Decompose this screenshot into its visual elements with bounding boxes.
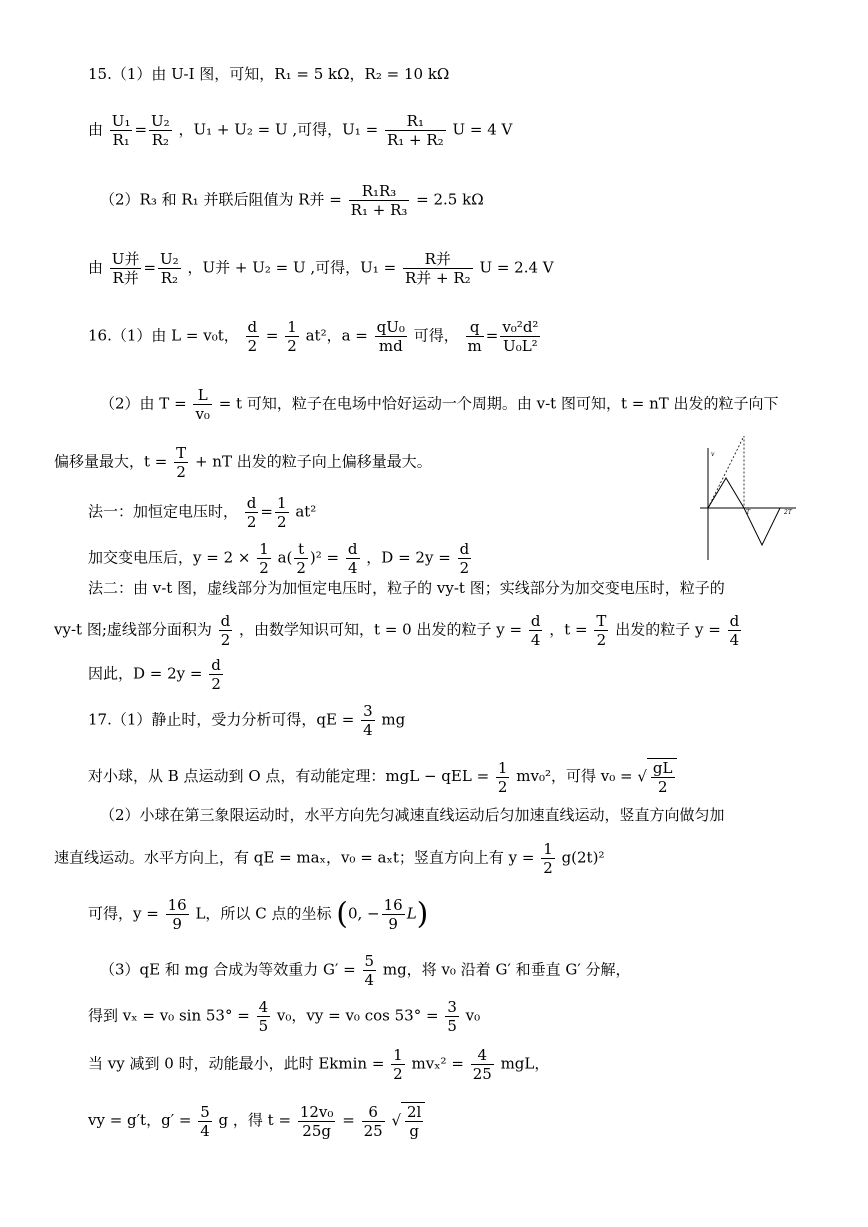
fraction: $\frac{d}{2}$	[247, 318, 258, 355]
fraction: $\frac{1}{2}$	[543, 840, 553, 877]
s17-line-1: 17.（1）静止时，受力分析可得，qE = $\frac{3}{4}$ mg	[88, 702, 406, 739]
fraction: $\frac{\text{12v₀}}{25g}$	[299, 1102, 334, 1140]
fraction: $\frac{16}{9}$	[167, 896, 187, 933]
fraction: $\frac{3}{4}$	[363, 702, 373, 739]
fraction: $\frac{d}{4}$	[347, 540, 358, 577]
fraction: $\frac{6}{25}$	[363, 1102, 383, 1140]
fraction: $\frac{q}{m}$	[467, 318, 482, 355]
s15-line-4: 由 $\frac{\text{U并}}{\text{R并}}$ = $\frac{\text{U₂}}{\text{R₂}}$ ，U并 + U₂ = U ,可得，U₁ = $\frac{\text{R并}}{\text{R并 + R₂}}$ U = 2.4 V	[88, 250, 554, 287]
s16-line-3: 偏移量最大，t = $\frac{T}{2}$ + nT 出发的粒子向上偏移量最大。	[54, 444, 432, 481]
fraction: $\frac{t}{2}$	[296, 540, 306, 577]
fraction: $\frac{L}{\text{v₀}}$	[195, 386, 210, 423]
fraction: $\frac{d}{2}$	[246, 494, 257, 531]
fraction: $\frac{1}{2}$	[287, 318, 297, 355]
s17-line-9: vy = g′t，g′ = $\frac{5}{4}$ g ，得 t = $\frac{\text{12v₀}}{25g}$ = $\frac{6}{25}$ √ $\frac{2l}{g}$	[88, 1102, 425, 1140]
s16-line-4: 法一：加恒定电压时， $\frac{d}{2}$ = $\frac{1}{2}$ at²	[88, 494, 317, 531]
s17-line-3: （2）小球在第三象限运动时，水平方向先匀减速直线运动后匀加速直线运动，竖直方向做匀加	[100, 806, 725, 824]
s16-line-6: 法二：由 v-t 图，虚线部分为加恒定电压时，粒子的 vy-t 图；实线部分为加交变电压时，粒子的	[88, 579, 725, 597]
s16-line-1: 16.（1）由 L = v₀t， $\frac{d}{2}$ = $\frac{1}{2}$ at²，a = $\frac{\text{qU₀}}{md}$ 可得， $\frac{q}{m}$ = $\frac{\text{v₀²d²}}{\text{U₀L²}}$	[88, 318, 539, 355]
fraction: $\frac{d}{4}$	[530, 612, 541, 649]
s15-line-3: （2）R₃ 和 R₁ 并联后阻值为 R并 = $\frac{\text{R₁R₃}}{\text{R₁ + R₃}}$ = 2.5 kΩ	[100, 182, 484, 219]
fraction: $\frac{1}{2}$	[259, 540, 269, 577]
fraction: $\frac{5}{4}$	[200, 1102, 210, 1140]
fraction: $\frac{\text{U并}}{\text{R并}}$	[111, 250, 140, 287]
fraction: $\frac{d}{2}$	[220, 612, 231, 649]
s17-line-6: （3）qE 和 mg 合成为等效重力 G′ = $\frac{5}{4}$ mg，将 v₀ 沿着 G′ 和垂直 G′ 分解，	[100, 952, 631, 989]
fraction: $\frac{T}{2}$	[176, 444, 187, 481]
dashed-line	[708, 436, 744, 508]
s15-line-1: 15.（1）由 U-I 图，可知，R₁ = 5 kΩ，R₂ = 10 kΩ	[88, 65, 450, 83]
s16-line-7: vy-t 图;虚线部分面积为 $\frac{d}{2}$ ，由数学知识可知，t = 0 出发的粒子 y = $\frac{d}{4}$ ，t = $\frac{T}{2}$ 出发的粒子 y = $\frac{d}{4}$	[54, 612, 740, 649]
fraction: $\frac{\text{R并}}{\text{R并 + R₂}}$	[404, 250, 471, 287]
fraction: $\frac{d}{2}$	[211, 656, 221, 693]
fraction: $\frac{d}{2}$	[459, 540, 470, 577]
s17-line-2: 对小球，从 B 点运动到 O 点，有动能定理：mgL − qEL = $\frac{1}{2}$ mv₀²，可得 v₀ = √ $\frac{gL}{2}$	[88, 758, 677, 796]
s17-line-4: 速直线运动。水平方向上，有 qE = maₓ，v₀ = aₓt；竖直方向上有 y = $\frac{1}{2}$ g(2t)²	[54, 840, 605, 877]
s16-line-5: 加交变电压后，y = 2 × $\frac{1}{2}$ a( $\frac{t}{2}$ )² = $\frac{d}{4}$ ，D = 2y = $\frac{d}{2}$	[88, 540, 470, 577]
s16-line-8: 因此，D = 2y = $\frac{d}{2}$	[88, 656, 221, 693]
fraction: $\frac{5}{4}$	[364, 952, 375, 989]
s16-line-2: （2）由 T = $\frac{L}{\text{v₀}}$ = t 可知，粒子在电场中恰好运动一个周期。由 v-t 图可知，t = nT 出发的粒子向下	[100, 386, 779, 423]
fraction: $\frac{T}{2}$	[596, 612, 607, 649]
fraction: $\frac{d}{4}$	[729, 612, 740, 649]
s15-line-2: 由 $\frac{\text{U₁}}{\text{R₁}}$ = $\frac{\text{U₂}}{\text{R₂}}$ ，U₁ + U₂ = U ,可得，U₁ = $\frac{\text{R₁}}{\text{R₁ + R₂}}$ U = 4 V	[88, 112, 513, 149]
fraction: $\frac{\text{qU₀}}{md}$	[376, 318, 405, 355]
s17-line-5: 可得，y = $\frac{16}{9}$ L，所以 C 点的坐标 (0, − $\frac{16}{9}$ L)	[88, 896, 429, 933]
fraction: $\frac{16}{9}$	[383, 896, 403, 933]
v-axis-label: v	[711, 451, 715, 458]
square-root: √ $\frac{gL}{2}$	[637, 758, 676, 796]
fraction: $\frac{4}{5}$	[258, 998, 269, 1035]
fraction: $\frac{3}{5}$	[447, 998, 457, 1035]
fraction: $\frac{\text{U₂}}{\text{R₂}}$	[151, 112, 170, 149]
fraction: $\frac{4}{25}$	[472, 1046, 492, 1083]
v-t-graph	[700, 430, 800, 562]
s17-line-8: 当 vy 减到 0 时，动能最小，此时 Ekmin = $\frac{1}{2}$ mvₓ² = $\frac{4}{25}$ mgL，	[88, 1046, 550, 1083]
square-root: √ $\frac{2l}{g}$	[391, 1102, 425, 1140]
fraction: $\frac{1}{2}$	[497, 758, 508, 796]
fraction: $\frac{\text{R₁}}{\text{R₁ + R₂}}$	[386, 112, 444, 149]
fraction: $\frac{1}{2}$	[393, 1046, 403, 1083]
fraction: $\frac{\text{R₁R₃}}{\text{R₁ + R₃}}$	[350, 182, 408, 219]
fraction: $\frac{\text{U₂}}{\text{R₂}}$	[160, 250, 179, 287]
fraction: $\frac{\text{v₀²d²}}{\text{U₀L²}}$	[502, 318, 539, 355]
fraction: $\frac{1}{2}$	[276, 494, 287, 531]
2t-tick-label: 2T	[784, 509, 792, 516]
t-tick-label: T	[746, 509, 751, 516]
fraction: $\frac{\text{U₁}}{\text{R₁}}$	[111, 112, 131, 149]
s17-line-7: 得到 vₓ = v₀ sin 53° = $\frac{4}{5}$ v₀，vy = v₀ cos 53° = $\frac{3}{5}$ v₀	[88, 998, 481, 1035]
